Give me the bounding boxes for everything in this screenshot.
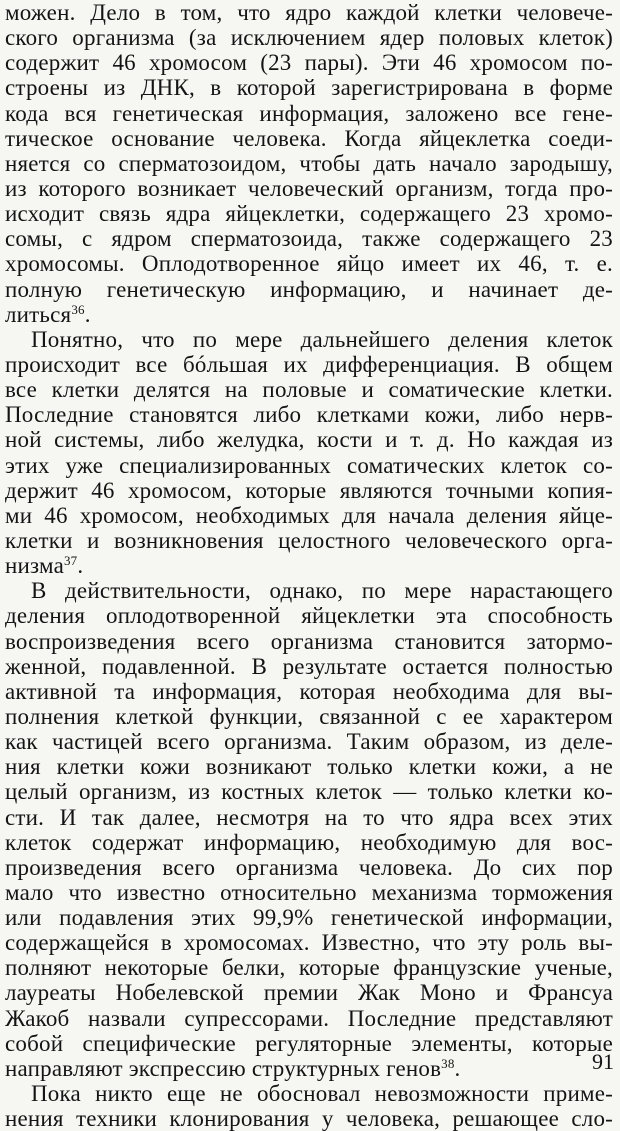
line-text: полнения клеткой функции, связанной с ее характером xyxy=(5,703,613,729)
punctuation: . xyxy=(454,1055,461,1081)
punctuation: . xyxy=(84,301,91,327)
punctuation: . xyxy=(77,553,84,579)
footnote-ref: 38 xyxy=(441,1055,455,1071)
line-text: клеток содержат информацию, необходимую для вос- xyxy=(5,829,613,855)
text-line xyxy=(5,402,613,427)
line-text: все клетки делятся на половые и соматические клетки. xyxy=(5,377,613,403)
line-text: собой специфические регуляторные элементы, которые xyxy=(5,1030,613,1056)
line-text: содержит 46 хромосом (23 пары). Эти 46 хромосом по- xyxy=(5,50,613,76)
line-text: мало что известно относительно механизма торможения xyxy=(5,879,613,905)
line-text: лауреаты Нобелевской премии Жак Моно и Франсуа xyxy=(5,980,613,1006)
text-line xyxy=(5,855,613,880)
line-text: няется со сперматозоидом, чтобы дать начало зародышу, xyxy=(5,150,613,176)
text-line xyxy=(5,302,613,327)
line-text: происходит все бóльшая их дифференциация. В общем xyxy=(5,351,613,377)
text-line xyxy=(5,1106,613,1131)
line-text: полняют некоторые белки, которые французские ученые, xyxy=(5,955,613,981)
footnote-ref: 36 xyxy=(71,301,85,317)
line-text: ского организма (за исключением ядер половых клеток) xyxy=(5,25,613,51)
line-text: содержащейся в хромосомах. Известно, что эту роль вы- xyxy=(5,930,613,956)
text-line xyxy=(5,779,613,804)
text-line xyxy=(5,1006,613,1031)
text-line xyxy=(5,50,613,75)
page-number: 91 xyxy=(592,1049,614,1074)
footnote-ref: 37 xyxy=(63,553,78,569)
line-text: нения техники клонирования у человека, решающее сло- xyxy=(5,1106,613,1131)
text-line xyxy=(5,151,613,176)
text-line xyxy=(5,654,613,679)
line-text: ния клетки кожи возникают только клетки кожи, а не xyxy=(5,754,613,780)
text-line xyxy=(5,201,613,226)
text-line xyxy=(5,704,613,729)
text-line xyxy=(5,0,613,25)
text-line xyxy=(5,880,613,905)
line-text: сти. И так далее, несмотря на то что ядра всех этих xyxy=(5,804,613,830)
text-line xyxy=(5,352,613,377)
line-text: тическое основание человека. Когда яйцеклетка соеди- xyxy=(5,125,613,151)
text-line xyxy=(5,1031,613,1056)
line-text: активной та информация, которая необходима для вы- xyxy=(5,678,613,704)
text-line xyxy=(5,679,613,704)
text-line xyxy=(5,101,613,126)
line-text: как частицей всего организма. Таким образом, из деле- xyxy=(5,729,613,755)
text-line xyxy=(5,377,613,402)
line-text: ной системы, либо желудка, кости и т. д. Но каждая из xyxy=(5,427,613,453)
line-text: из которого возникает человеческий организм, тогда про- xyxy=(5,175,613,201)
line-text: произведения всего организма человека. До сих пор xyxy=(5,854,613,880)
text-line xyxy=(5,453,613,478)
text-line xyxy=(5,1056,613,1081)
text-line xyxy=(5,754,613,779)
text-line xyxy=(5,1081,613,1106)
text-line xyxy=(5,830,613,855)
line-text: кода вся генетическая информация, заложено все гене- xyxy=(5,100,613,126)
text-line xyxy=(5,955,613,980)
line-text: строены из ДНК, в которой зарегистрирована в форме xyxy=(5,75,613,101)
line-text: или подавления этих 99,9% генетической информации, xyxy=(5,905,613,931)
text-line xyxy=(5,553,613,578)
text-line xyxy=(5,980,613,1005)
line-text: литься xyxy=(5,301,72,327)
text-line xyxy=(5,578,613,603)
text-line xyxy=(5,251,613,276)
line-text: низма xyxy=(5,553,64,579)
line-text: В действительности, однако, по мере нарастающего xyxy=(31,578,613,604)
text-line xyxy=(5,75,613,100)
line-text: Жакоб назвали супрессорами. Последние представляют xyxy=(5,1005,613,1031)
line-text: хромосомы. Оплодотворенное яйцо имеет их 46, т. е. xyxy=(5,251,613,277)
text-line xyxy=(5,478,613,503)
line-text: Понятно, что по мере дальнейшего деления клеток xyxy=(31,326,613,352)
text-line xyxy=(5,805,613,830)
line-text: клетки и возникновения целостного человеческого орга- xyxy=(5,527,613,553)
text-line xyxy=(5,25,613,50)
text-line xyxy=(5,729,613,754)
line-text: деления оплодотворенной яйцеклетки эта способность xyxy=(5,603,613,629)
text-line xyxy=(5,327,613,352)
line-text: исходит связь ядра яйцеклетки, содержащего 23 хромо- xyxy=(5,201,613,227)
line-text: Последние становятся либо клетками кожи, либо нерв- xyxy=(5,402,613,428)
line-text: Пока никто еще не обосновал невозможности приме- xyxy=(31,1081,613,1107)
line-text: воспроизведения всего организма становится затормо- xyxy=(5,628,613,654)
line-text: можен. Дело в том, что ядро каждой клетки человече- xyxy=(5,0,613,25)
text-line xyxy=(5,126,613,151)
text-line xyxy=(5,427,613,452)
line-text: держит 46 хромосом, которые являются точными копия- xyxy=(5,477,613,503)
text-line xyxy=(5,603,613,628)
line-text: этих уже специализированных соматических клеток со- xyxy=(5,452,613,478)
text-line xyxy=(5,930,613,955)
text-line xyxy=(5,226,613,251)
text-line xyxy=(5,503,613,528)
text-line xyxy=(5,629,613,654)
text-line xyxy=(5,528,613,553)
line-text: сомы, с ядром сперматозоида, также содержащего 23 xyxy=(5,226,613,252)
line-text: полную генетическую информацию, и начинает де- xyxy=(5,276,613,302)
line-text: направляют экспрессию структурных генов xyxy=(5,1055,442,1081)
text-line xyxy=(5,277,613,302)
text-line xyxy=(5,176,613,201)
line-text: ми 46 хромосом, необходимых для начала деления яйце- xyxy=(5,502,613,528)
line-text: целый организм, из костных клеток — только клетки ко- xyxy=(5,779,613,805)
line-text: женной, подавленной. В результате остается полностью xyxy=(5,653,613,679)
body-text xyxy=(5,0,613,1131)
text-line xyxy=(5,905,613,930)
